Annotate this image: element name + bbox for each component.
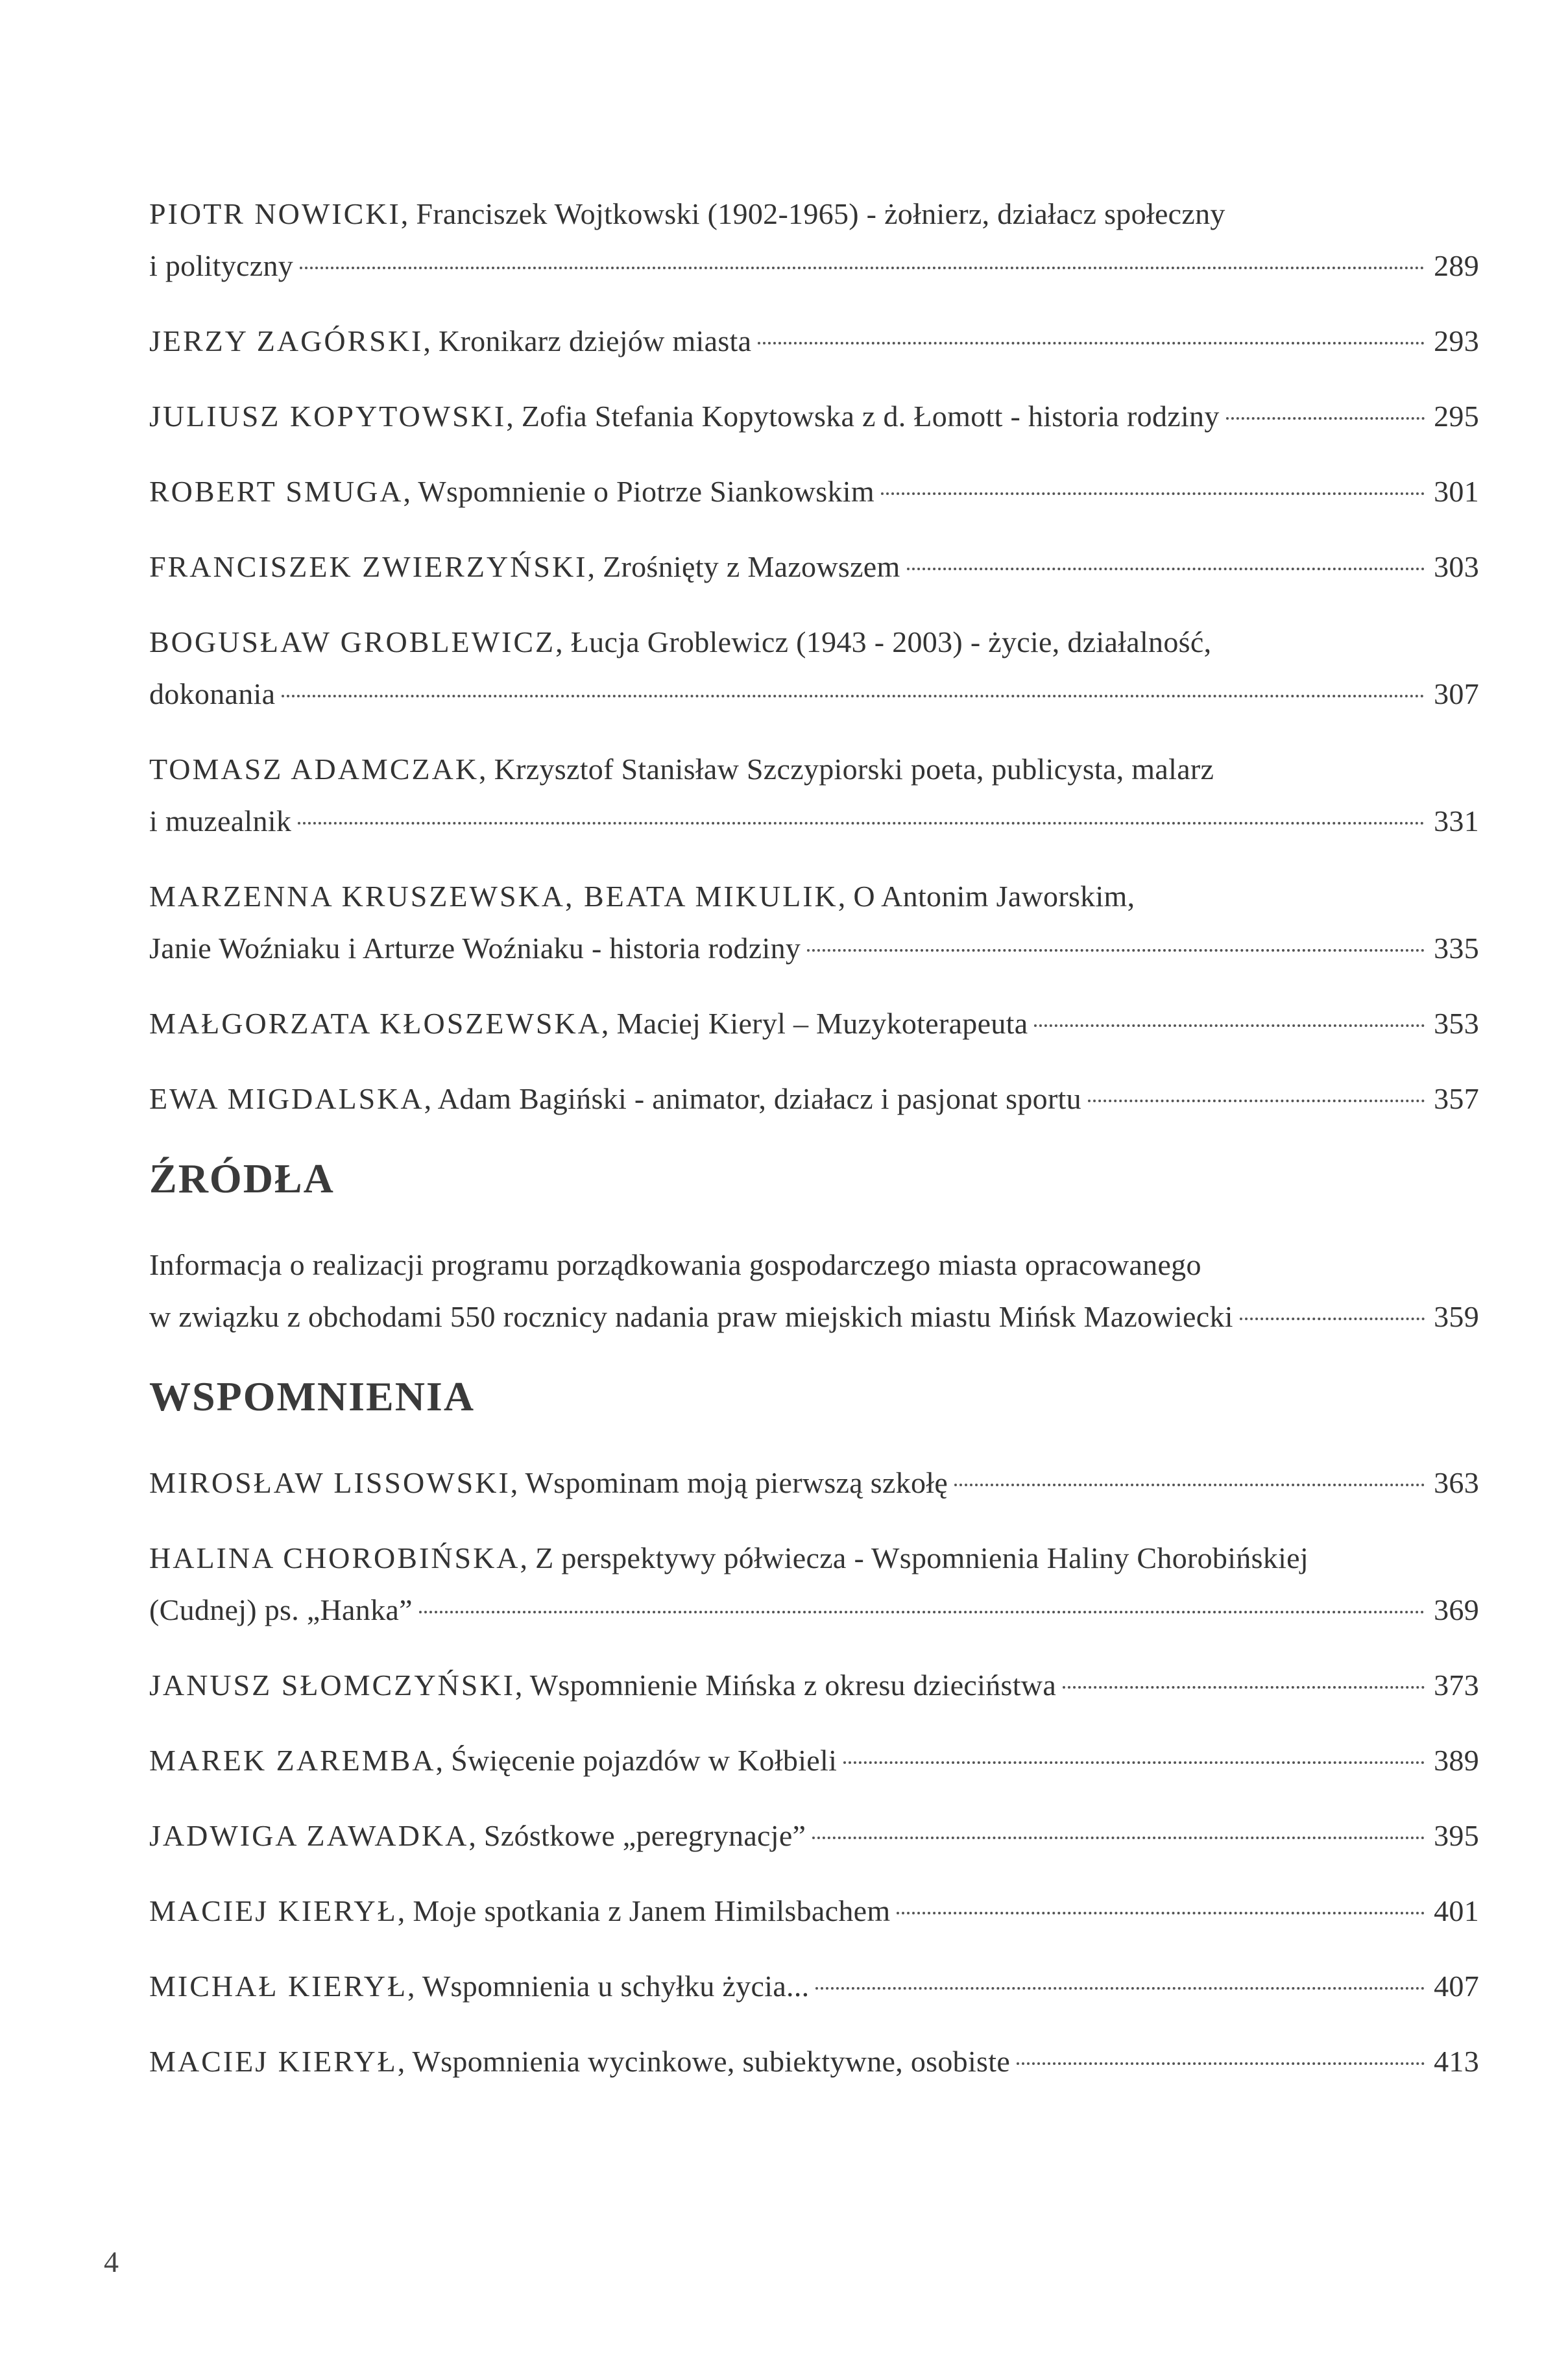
entry-author: JULIUSZ KOPYTOWSKI — [149, 400, 507, 433]
entry-author: FRANCISZEK ZWIERZYŃSKI — [149, 550, 588, 583]
entry-page: 373 — [1434, 1669, 1479, 1702]
entry-page: 359 — [1434, 1300, 1479, 1333]
entry-page: 407 — [1434, 1970, 1479, 2003]
entry-title: Szóstkowe „peregrynacje” — [483, 1819, 806, 1852]
toc-entry: JADWIGA ZAWADKA, Szóstkowe „peregrynacje” 395 — [149, 1810, 1479, 1862]
entry-author: MAREK ZAREMBA — [149, 1744, 436, 1777]
dot-leader — [881, 492, 1425, 495]
toc-entry: MIROSŁAW LISSOWSKI, Wspominam moją pierwszą szkołę 363 — [149, 1457, 1479, 1509]
dot-leader — [954, 1484, 1425, 1486]
entry-title-continued: Janie Woźniaku i Arturze Woźniaku - historia rodziny — [149, 932, 801, 965]
entry-author: HALINA CHOROBIŃSKA — [149, 1541, 520, 1574]
entry-title: Moje spotkania z Janem Himilsbachem — [413, 1894, 891, 1927]
toc-entry: MAŁGORZATA KŁOSZEWSKA, Maciej Kieryl – Muzykoterapeuta 353 — [149, 998, 1479, 1050]
entry-page: 353 — [1434, 1007, 1479, 1040]
entry-page: 303 — [1434, 550, 1479, 583]
dot-leader — [419, 1611, 1425, 1613]
entry-author: TOMASZ ADAMCZAK — [149, 753, 479, 786]
dot-leader — [1088, 1100, 1425, 1102]
dot-leader — [1226, 417, 1425, 420]
dot-leader — [300, 267, 1425, 269]
toc-entry: JANUSZ SŁOMCZYŃSKI, Wspomnienie Mińska z okresu dzieciństwa 373 — [149, 1659, 1479, 1711]
entry-title: Maciej Kieryl – Muzykoterapeuta — [616, 1007, 1028, 1040]
entry-title-continued: w związku z obchodami 550 rocznicy nadania praw miejskich miastu Mińsk Mazowiecki — [149, 1300, 1233, 1333]
entry-page: 401 — [1434, 1894, 1479, 1927]
dot-leader — [1063, 1686, 1425, 1689]
entry-title: Wspomnienie Mińska z okresu dzieciństwa — [529, 1669, 1057, 1702]
entry-page: 413 — [1434, 2045, 1479, 2078]
dot-leader — [282, 695, 1425, 697]
toc-entry: MACIEJ KIERYŁ, Wspomnienia wycinkowe, subiektywne, osobiste 413 — [149, 2036, 1479, 2088]
entry-author: ROBERT SMUGA — [149, 475, 404, 508]
dot-leader — [298, 822, 1425, 825]
entry-title: Krzysztof Stanisław Szczypiorski poeta, publicysta, malarz — [494, 753, 1214, 786]
entry-title: Kronikarz dziejów miasta — [438, 324, 752, 357]
entry-page: 289 — [1434, 249, 1479, 282]
dot-leader — [812, 1837, 1425, 1839]
dot-leader — [1017, 2062, 1425, 2065]
dot-leader — [758, 342, 1425, 344]
entry-title: Zofia Stefania Kopytowska z d. Łomott - historia rodziny — [521, 400, 1220, 433]
entry-author: MAŁGORZATA KŁOSZEWSKA — [149, 1007, 601, 1040]
table-of-contents — [149, 188, 1479, 2111]
entry-title: O Antonim Jaworskim, — [853, 880, 1135, 913]
page-number: 4 — [104, 2245, 119, 2278]
entry-title: Święcenie pojazdów w Kołbieli — [451, 1744, 838, 1777]
entry-page: 389 — [1434, 1744, 1479, 1777]
toc-entry: TOMASZ ADAMCZAK, Krzysztof Stanisław Szczypiorski poeta, publicysta, malarz i muzealnik 331 — [149, 743, 1479, 847]
entry-page: 307 — [1434, 677, 1479, 710]
toc-entry: MARZENNA KRUSZEWSKA, BEATA MIKULIK, O Antonim Jaworskim, Janie Woźniaku i Arturze Woźniaku - historia rodziny 335 — [149, 871, 1479, 974]
entry-page: 295 — [1434, 400, 1479, 433]
entry-page: 357 — [1434, 1082, 1479, 1115]
dot-leader — [1034, 1024, 1425, 1027]
entry-author: JERZY ZAGÓRSKI — [149, 324, 424, 357]
toc-entry: HALINA CHOROBIŃSKA, Z perspektywy półwiecza - Wspomnienia Haliny Chorobińskiej (Cudnej) ps. „Hanka” 369 — [149, 1532, 1479, 1636]
entry-author: MACIEJ KIERYŁ — [149, 2045, 398, 2078]
entry-title-continued: i polityczny — [149, 249, 294, 282]
entry-title: Wspominam moją pierwszą szkołę — [525, 1466, 948, 1499]
entry-page: 335 — [1434, 932, 1479, 965]
toc-entry: PIOTR NOWICKI, Franciszek Wojtkowski (1902-1965) - żołnierz, działacz społeczny i polityczny 289 — [149, 188, 1479, 292]
toc-entry: BOGUSŁAW GROBLEWICZ, Łucja Groblewicz (1943 - 2003) - życie, działalność, dokonania 307 — [149, 616, 1479, 720]
entry-author: JADWIGA ZAWADKA — [149, 1819, 469, 1852]
entry-title: Zrośnięty z Mazowszem — [603, 550, 900, 583]
entry-author: MACIEJ KIERYŁ — [149, 1894, 398, 1927]
section-heading-memories: WSPOMNIENIA — [149, 1373, 476, 1419]
entry-title: Informacja o realizacji programu porządkowania gospodarczego miasta opracowanego — [149, 1248, 1201, 1281]
dot-leader — [907, 568, 1425, 570]
entry-title: Łucja Groblewicz (1943 - 2003) - życie, działalność, — [570, 625, 1212, 658]
entry-author: MARZENNA KRUSZEWSKA, BEATA MIKULIK — [149, 880, 838, 913]
toc-entry: JERZY ZAGÓRSKI, Kronikarz dziejów miasta 293 — [149, 315, 1479, 367]
entry-page: 395 — [1434, 1819, 1479, 1852]
entry-title: Adam Bagiński - animator, działacz i pasjonat sportu — [437, 1082, 1081, 1115]
dot-leader — [807, 949, 1425, 952]
toc-entry: JULIUSZ KOPYTOWSKI, Zofia Stefania Kopytowska z d. Łomott - historia rodziny 295 — [149, 391, 1479, 442]
toc-entry — [149, 1239, 1479, 1343]
entry-title: Wspomnienia wycinkowe, subiektywne, osobiste — [412, 2045, 1011, 2078]
toc-entry: MAREK ZAREMBA, Święcenie pojazdów w Kołbieli 389 — [149, 1735, 1479, 1787]
entry-page: 331 — [1434, 804, 1479, 838]
toc-entry: EWA MIGDALSKA, Adam Bagiński - animator, działacz i pasjonat sportu 357 — [149, 1073, 1479, 1125]
dot-leader — [1240, 1318, 1425, 1320]
entry-title-continued: dokonania — [149, 677, 276, 710]
dot-leader — [815, 1987, 1425, 1990]
dot-leader — [897, 1912, 1425, 1914]
entry-title: Wspomnienie o Piotrze Siankowskim — [418, 475, 874, 508]
entry-page: 301 — [1434, 475, 1479, 508]
entry-author: MICHAŁ KIERYŁ — [149, 1970, 408, 2003]
entry-page: 293 — [1434, 324, 1479, 357]
entry-page: 369 — [1434, 1593, 1479, 1626]
entry-title: Franciszek Wojtkowski (1902-1965) - żołnierz, działacz społeczny — [416, 197, 1225, 230]
entry-author: EWA MIGDALSKA — [149, 1082, 424, 1115]
dot-leader — [843, 1761, 1425, 1764]
entry-author: JANUSZ SŁOMCZYŃSKI — [149, 1669, 515, 1702]
toc-entry: MACIEJ KIERYŁ, Moje spotkania z Janem Himilsbachem 401 — [149, 1885, 1479, 1937]
entry-author: BOGUSŁAW GROBLEWICZ — [149, 625, 556, 658]
entry-author: MIROSŁAW LISSOWSKI — [149, 1466, 511, 1499]
entry-author: PIOTR NOWICKI — [149, 197, 401, 230]
entry-title-continued: (Cudnej) ps. „Hanka” — [149, 1593, 413, 1626]
entry-title-continued: i muzealnik — [149, 804, 292, 838]
entry-title: Z perspektywy półwiecza - Wspomnienia Haliny Chorobińskiej — [535, 1541, 1309, 1574]
entry-page: 363 — [1434, 1466, 1479, 1499]
toc-entry: MICHAŁ KIERYŁ, Wspomnienia u schyłku życia... 407 — [149, 1960, 1479, 2012]
section-heading-sources: ŹRÓDŁA — [149, 1155, 335, 1201]
toc-entry: ROBERT SMUGA, Wspomnienie o Piotrze Siankowskim 301 — [149, 466, 1479, 518]
entry-title: Wspomnienia u schyłku życia... — [422, 1970, 810, 2003]
toc-entry: FRANCISZEK ZWIERZYŃSKI, Zrośnięty z Mazowszem 303 — [149, 541, 1479, 593]
